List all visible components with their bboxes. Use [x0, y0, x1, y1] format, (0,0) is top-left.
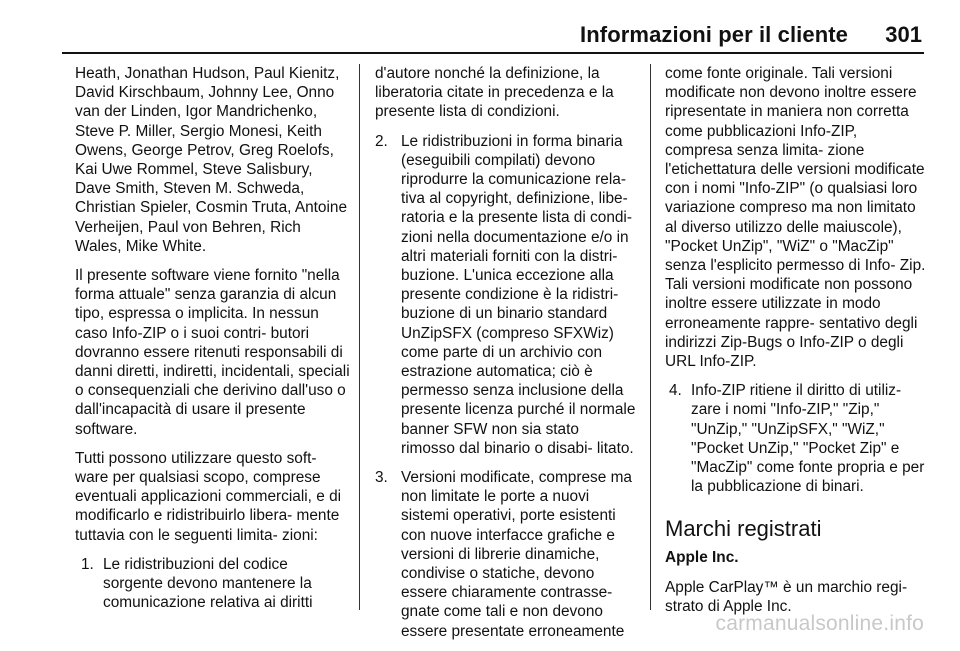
list-item-text: Le ridistribuzioni in forma binaria (eseguibili compilati) devono riprodurre la comunicazione rela- tiva al copyright, definizione, libe- ratoria e la presente lista di condi- zioni nella documentazione e/o in altri materiali forniti con la distri- buzione. L'unica eccezione alla presente condizione è la ridistri- buzione di un binario standard UnZipSFX (compreso SFXWiz) come parte di un archivio con estrazione automatica; ciò è permesso senza inclusione della presente licenza purché il normale banner SFW non sia stato rimosso dal binario o disabi- litato. [401, 132, 636, 457]
subsection-heading: Apple Inc. [665, 549, 739, 567]
column-divider-1 [359, 64, 360, 610]
list-number: 3. [375, 469, 388, 487]
section-title: Marchi registrati [665, 516, 822, 542]
paragraph-license-terms: Tutti possono utilizzare questo soft- ware per qualsiasi scopo, comprese eventuali applicazioni commerciali, e di modificarlo e ridistribuirlo libera- mente tuttavia con le seguenti limita- zioni: [75, 449, 342, 544]
list-item-text: Versioni modificate, comprese ma non limitate le porte a nuovi sistemi operativi, porte esistenti con nuove interfacce grafiche e versioni di librerie dinamiche, condivise o statiche, devono essere chiaramente contrasse- gnate come tali e non devono essere presentate erroneamente [401, 469, 632, 640]
list-number: 2. [375, 132, 388, 150]
list-item-3-continuation: come fonte originale. Tali versioni modificate non devono inoltre essere ripresentate in maniera non corretta come pubblicazioni Info-ZIP, compresa senza limita- zione l'etichettatura delle versioni modificate con i nomi "Info-ZIP" (o qualsiasi loro variazione compreso ma non limitato al diverso utilizzo delle maiuscole), "Pocket UnZip", "WiZ" o "MacZip" senza l'esplicito permesso di Info- Zip. Tali versioni modificate non possono inoltre essere utilizzate in modo erroneamente rappre- sentativo degli indirizzi Zip-Bugs o Info-ZIP o degli URL Info-ZIP. [665, 65, 926, 371]
paragraph-trademark: Apple CarPlay™ è un marchio regi- strato di Apple Inc. [665, 578, 908, 615]
list-item-1 [75, 555, 350, 613]
list-number: 4. [669, 382, 682, 400]
list-item-1-continuation: d'autore nonché la definizione, la liberatoria citate in precedenza e la presente lista di condizioni. [375, 65, 614, 121]
list-item-4 [665, 381, 927, 496]
column-1 [75, 64, 350, 622]
list-item-text: Info-ZIP ritiene il diritto di utiliz- zare i nomi "Info-ZIP," "Zip," "UnZip," "UnZipSFX," "WiZ," "Pocket UnZip," "Pocket Zip" e "MacZip" come fonte propria e per la pubblicazione di binari. [691, 382, 925, 496]
list-item-2 [375, 132, 637, 458]
list-item-3 [375, 468, 637, 641]
column-divider-2 [650, 64, 651, 610]
list-item-text: Le ridistribuzioni del codice sorgente devono mantenere la comunicazione relativa ai diritti [103, 555, 313, 612]
list-number: 1. [81, 555, 94, 573]
column-2 [375, 64, 637, 651]
paragraph-contributors: Heath, Jonathan Hudson, Paul Kienitz, David Kirschbaum, Johnny Lee, Onno van der Linden, Igor Mandrichenko, Steve P. Miller, Sergio Monesi, Keith Owens, George Petrov, Greg Roelofs, Kai Uwe Rommel, Steve Salisbury, Dave Smith, Steven M. Schweda, Christian Spieler, Cosmin Truta, Antoine Verheijen, Paul von Behren, Rich Wales, Mike White. [75, 65, 348, 255]
column-3 [665, 64, 927, 616]
paragraph-warranty: Il presente software viene fornito "nella forma attuale" senza garanzia di alcun tipo, espressa o implicita. In nessun caso Info-ZIP o i suoi contri- butori dovranno essere ritenuti responsabili di danni diretti, indiretti, incidentali, speciali o consequenziali che derivino dall'uso o dall'incapacità di usare il presente software. [75, 267, 350, 438]
watermark: carmanualsonline.info [715, 612, 924, 635]
header-rule [62, 52, 924, 54]
page-number: 301 [885, 22, 922, 47]
page-title: Informazioni per il cliente [580, 22, 848, 47]
page-header [0, 0, 960, 52]
